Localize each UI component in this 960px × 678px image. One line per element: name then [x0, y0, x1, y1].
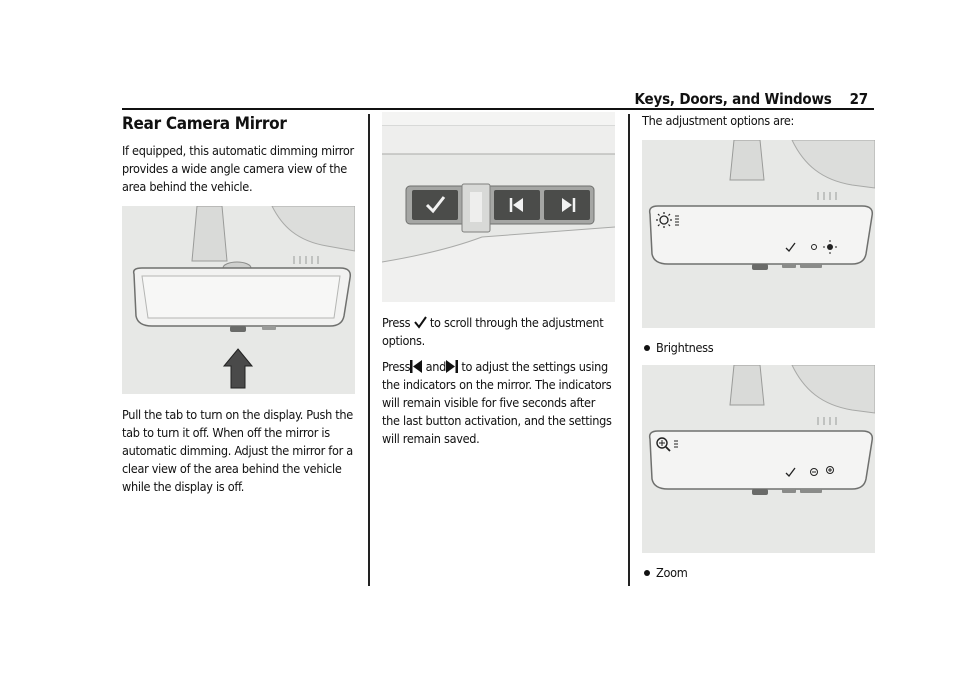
running-header	[635, 82, 868, 108]
column-3	[642, 110, 875, 588]
brightness-illustration	[642, 140, 875, 328]
section-title: Keys, Doors, and Windows	[634, 90, 832, 108]
page-number: 27	[849, 90, 868, 108]
previous-track-icon	[410, 360, 422, 373]
check-icon	[414, 316, 427, 329]
list-item: Brightness	[642, 340, 875, 355]
adjust-instruction: Press and to adjust the settings using the indicators on the mirror. The indicators will remain visible for five seconds after the last button activation, and the settings will remain saved.	[382, 359, 612, 446]
options-intro: The adjustment options are:	[642, 113, 795, 128]
column-divider-2	[628, 114, 630, 586]
mirror-buttons-illustration	[382, 112, 615, 302]
column-2	[382, 110, 615, 456]
mirror-tab-illustration	[122, 206, 355, 394]
column-1	[122, 110, 355, 504]
intro-paragraph: If equipped, this automatic dimming mirror provides a wide angle camera view of the area behind the vehicle.	[122, 143, 354, 194]
column-divider-1	[368, 114, 370, 586]
section-heading: Rear Camera Mirror	[122, 114, 287, 134]
bullet-icon	[644, 345, 650, 351]
bullet-icon	[644, 570, 650, 576]
body-paragraph: Pull the tab to turn on the display. Push the tab to turn it off. When off the mirror is automatic dimming. Adjust the mirror for a clear view of the area behind the vehicle while the display is off.	[122, 407, 353, 494]
zoom-illustration	[642, 365, 875, 553]
next-track-icon	[446, 360, 458, 373]
scroll-instruction: Press to scroll through the adjustment options.	[382, 315, 604, 348]
check-button	[412, 190, 458, 220]
list-item: Zoom	[642, 565, 875, 580]
